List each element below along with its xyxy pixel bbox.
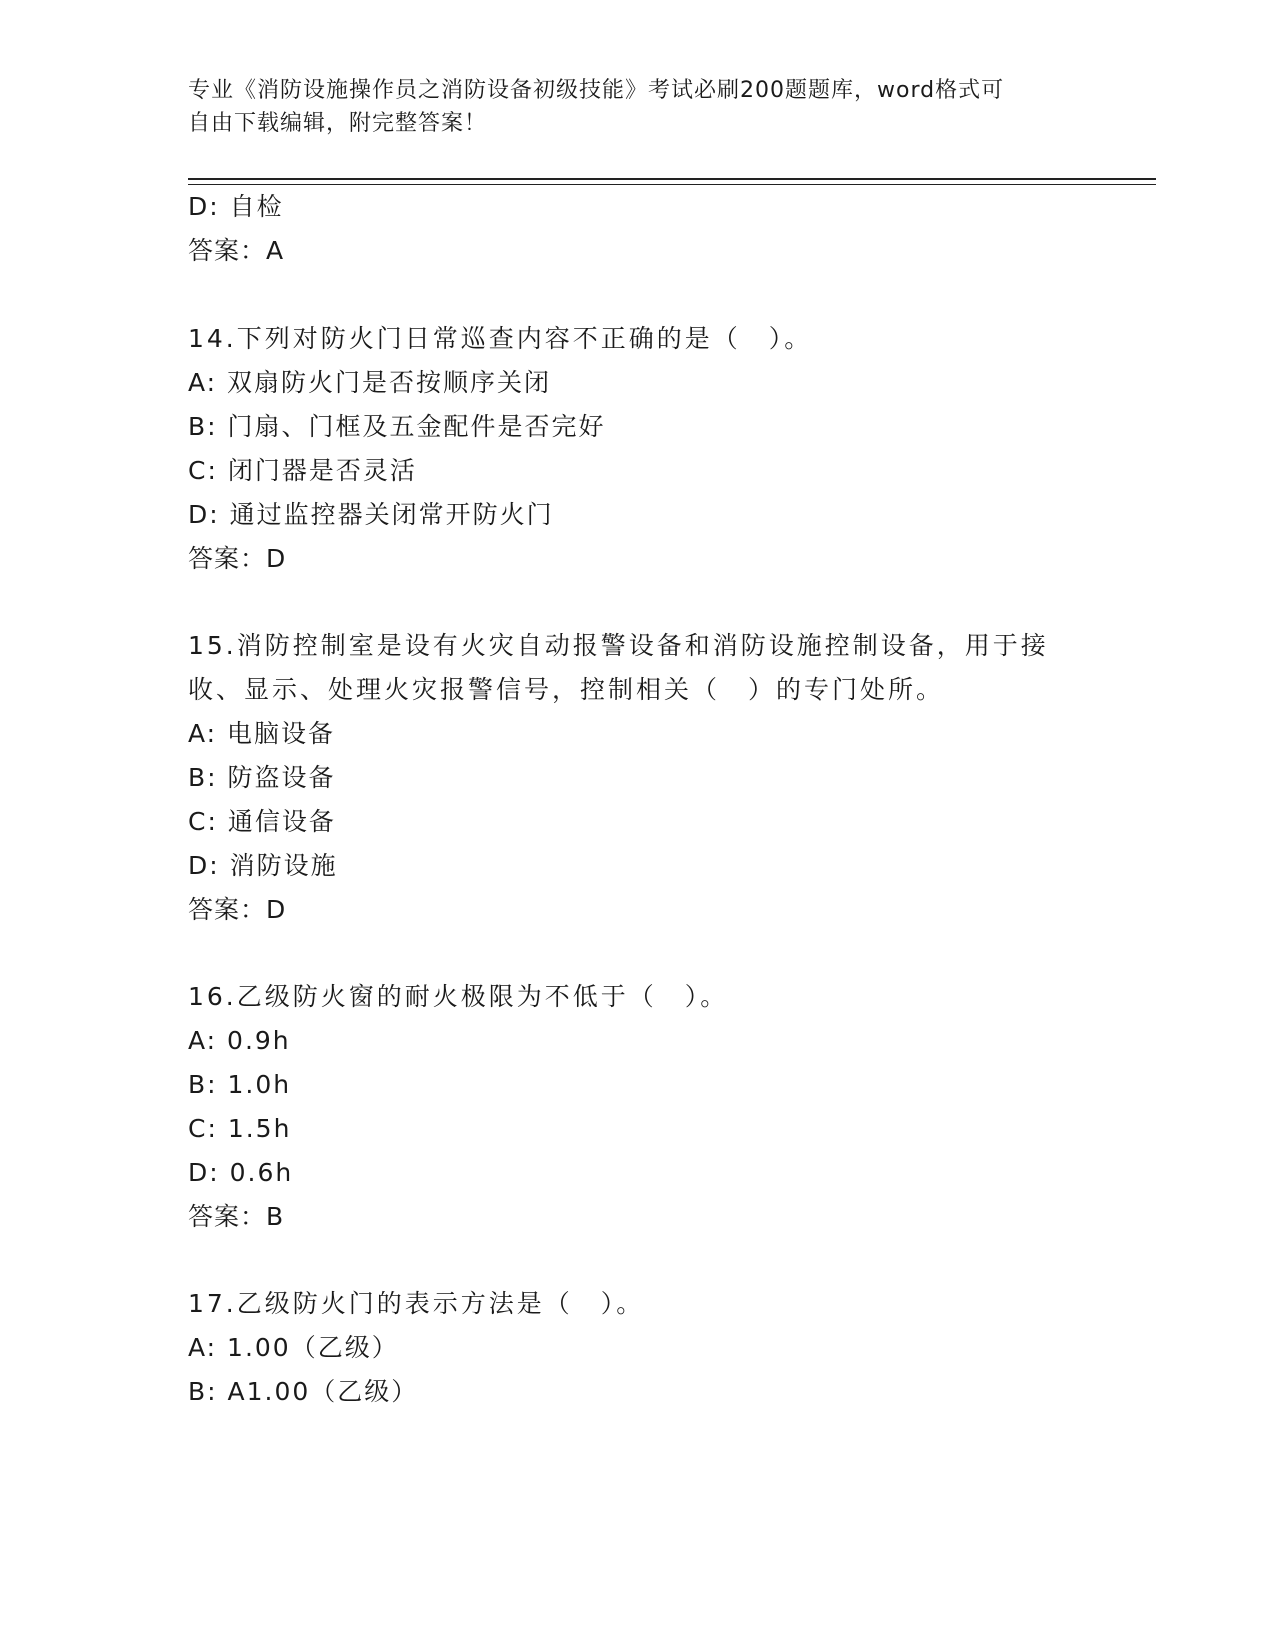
- header-line-2: 自由下载编辑，附完整答案！: [188, 111, 488, 136]
- q15-option-c: C: 通信设备: [188, 807, 336, 836]
- q14-answer: 答案：D: [188, 544, 287, 573]
- q14-option-d: D: 通过监控器关闭常开防火门: [188, 500, 554, 529]
- header-divider-top: [188, 178, 1156, 180]
- q15-answer: 答案：D: [188, 895, 287, 924]
- q16-option-c: C: 1.5h: [188, 1114, 292, 1143]
- q13-option-d: D: 自检: [188, 192, 284, 221]
- header-divider-bottom: [188, 184, 1156, 185]
- q14-option-b: B: 门扇、门框及五金配件是否完好: [188, 412, 606, 441]
- q16-stem: 16.乙级防火窗的耐火极限为不低于（ ）。: [188, 982, 729, 1011]
- q15-stem-line-2: 收、显示、处理火灾报警信号，控制相关（ ）的专门处所。: [188, 675, 945, 704]
- q15-option-a: A: 电脑设备: [188, 719, 336, 748]
- header-line-1: 专业《消防设施操作员之消防设备初级技能》考试必刷200题题库，word格式可: [188, 78, 1005, 103]
- document-header: [188, 74, 1068, 140]
- q14-stem: 14.下列对防火门日常巡查内容不正确的是（ ）。: [188, 324, 813, 353]
- q16-option-d: D: 0.6h: [188, 1158, 294, 1187]
- q14-option-a: A: 双扇防火门是否按顺序关闭: [188, 368, 552, 397]
- q17-option-a: A: 1.00（乙级）: [188, 1333, 399, 1362]
- q17-stem: 17.乙级防火门的表示方法是（ ）。: [188, 1289, 645, 1318]
- q16-answer: 答案：B: [188, 1202, 285, 1231]
- q15-option-d: D: 消防设施: [188, 851, 338, 880]
- q14-option-c: C: 闭门器是否灵活: [188, 456, 417, 485]
- q13-answer: 答案：A: [188, 236, 285, 265]
- q15-stem-line-1: 15.消防控制室是设有火灾自动报警设备和消防设施控制设备，用于接: [188, 631, 1049, 660]
- q16-option-b: B: 1.0h: [188, 1070, 292, 1099]
- q17-option-b: B: A1.00（乙级）: [188, 1377, 419, 1406]
- q16-option-a: A: 0.9h: [188, 1026, 291, 1055]
- q15-option-b: B: 防盗设备: [188, 763, 336, 792]
